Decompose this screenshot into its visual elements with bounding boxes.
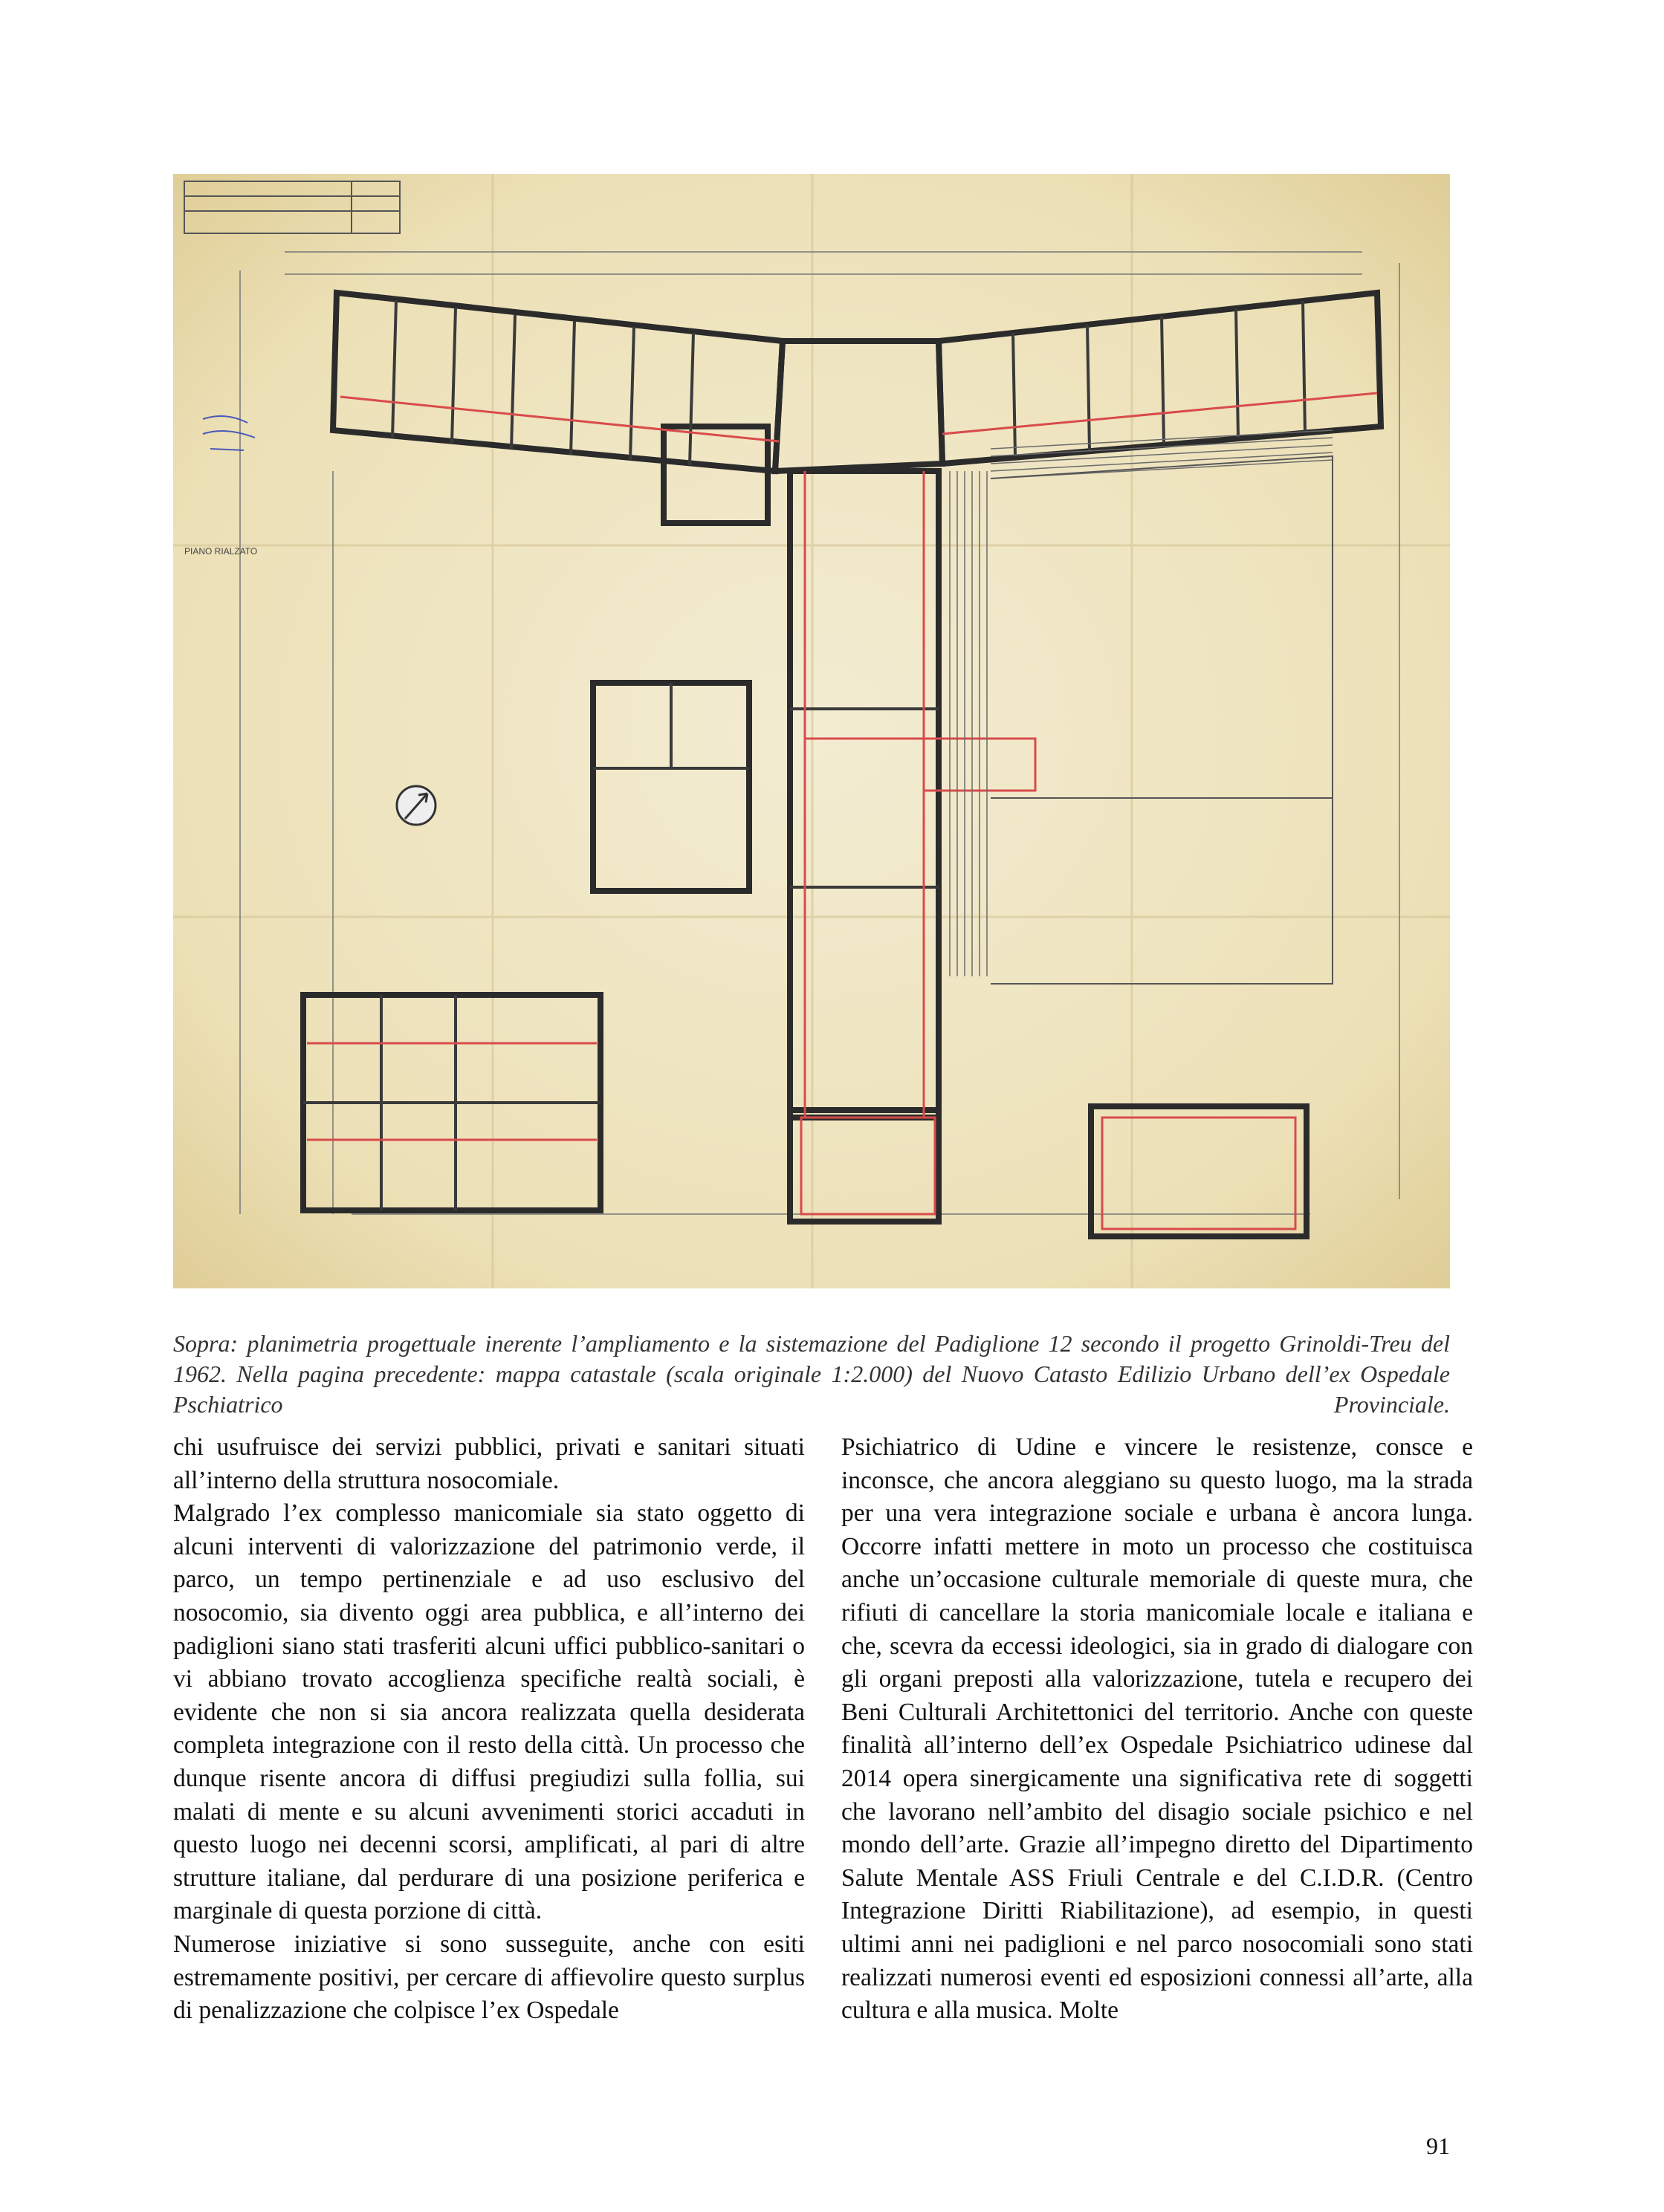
floor-plan-drawing: [173, 174, 1450, 1288]
figure-caption: Sopra: planimetria progettuale inerente l’ampliamento e la sistemazione del Padiglione 12 secondo il progetto Grinoldi-Treu del 1962. Nella pagina precedente: mappa catastale (scala originale 1:2.000) del Nuovo Catasto Edilizio Urbano dell’ex Ospedale Pschiatrico Provinciale.: [173, 1330, 1450, 1418]
floor-label: PIANO RIALZATO: [184, 546, 258, 557]
text-column-right: [841, 1431, 1473, 2028]
paragraph: Malgrado l’ex complesso manicomiale sia stato oggetto di alcuni interventi di valorizzazione del patrimonio verde, il parco, un tempo pertinenziale e ad uso esclusivo del nosocomio, sia divento oggi area pubblica, e all’interno dei padiglioni siano stati trasferiti alcuni uffici pubblico-sanitari o vi abbiano trovato accoglienza specifiche realtà sociali, è evidente che non si sia ancora realizzata quella desiderata completa integrazione con il resto della città. Un processo che dunque risente ancora di diffusi pregiudizi sulla follia, sui malati di mente e su alcuni avvenimenti storici accaduti in questo luogo nei decenni scorsi, amplificati, al pari di altre strutture italiane, dal perdurare di una posizione periferica e marginale di questa porzione di città.: [173, 1499, 805, 1925]
text-column-left: [173, 1431, 805, 2028]
paragraph: Psichiatrico di Udine e vincere le resistenze, consce e inconsce, che ancora aleggiano su questo luogo, ma la strada per una vera integrazione sociale e urbana è ancora lunga. Occorre infatti mettere in moto un processo che costituisca anche un’occasione culturale memoriale di queste mura, che rifiuti di cancellare la storia manicomiale locale e italiana e che, scevra da eccessi ideologici, sia in grado di dialogare con gli organi preposti alla valorizzazione, tutela e recupero dei Beni Culturali Architettonici del territorio. Anche con queste finalità all’interno dell’ex Ospedale Psichiatrico udinese dal 2014 opera sinergicamente una significativa rete di soggetti che lavorano nell’ambito del disagio sociale psichico e nel mondo dell’arte. Grazie all’impegno diretto del Dipartimento Salute Mentale ASS Friuli Centrale e del C.I.D.R. (Centro Integrazione Diritti Riabilitazione), ad esempio, in questi ultimi anni nei padiglioni e nel parco nosocomiali sono stati realizzati numerosi eventi ed esposizioni connessi all’arte, alla cultura e alla musica. Molte: [841, 1433, 1473, 2025]
paragraph: Numerose iniziative si sono susseguite, anche con esiti estremamente positivi, per cercare di affievolire questo surplus di penalizzazione che colpisce l’ex Ospedale: [173, 1930, 805, 2025]
paragraph: chi usufruisce dei servizi pubblici, privati e sanitari situati all’interno della struttura nosocomiale.: [173, 1433, 805, 1494]
floor-plan-figure: [173, 174, 1450, 1288]
north-arrow-icon: [397, 786, 436, 825]
page-number: 91: [1426, 2132, 1450, 2159]
